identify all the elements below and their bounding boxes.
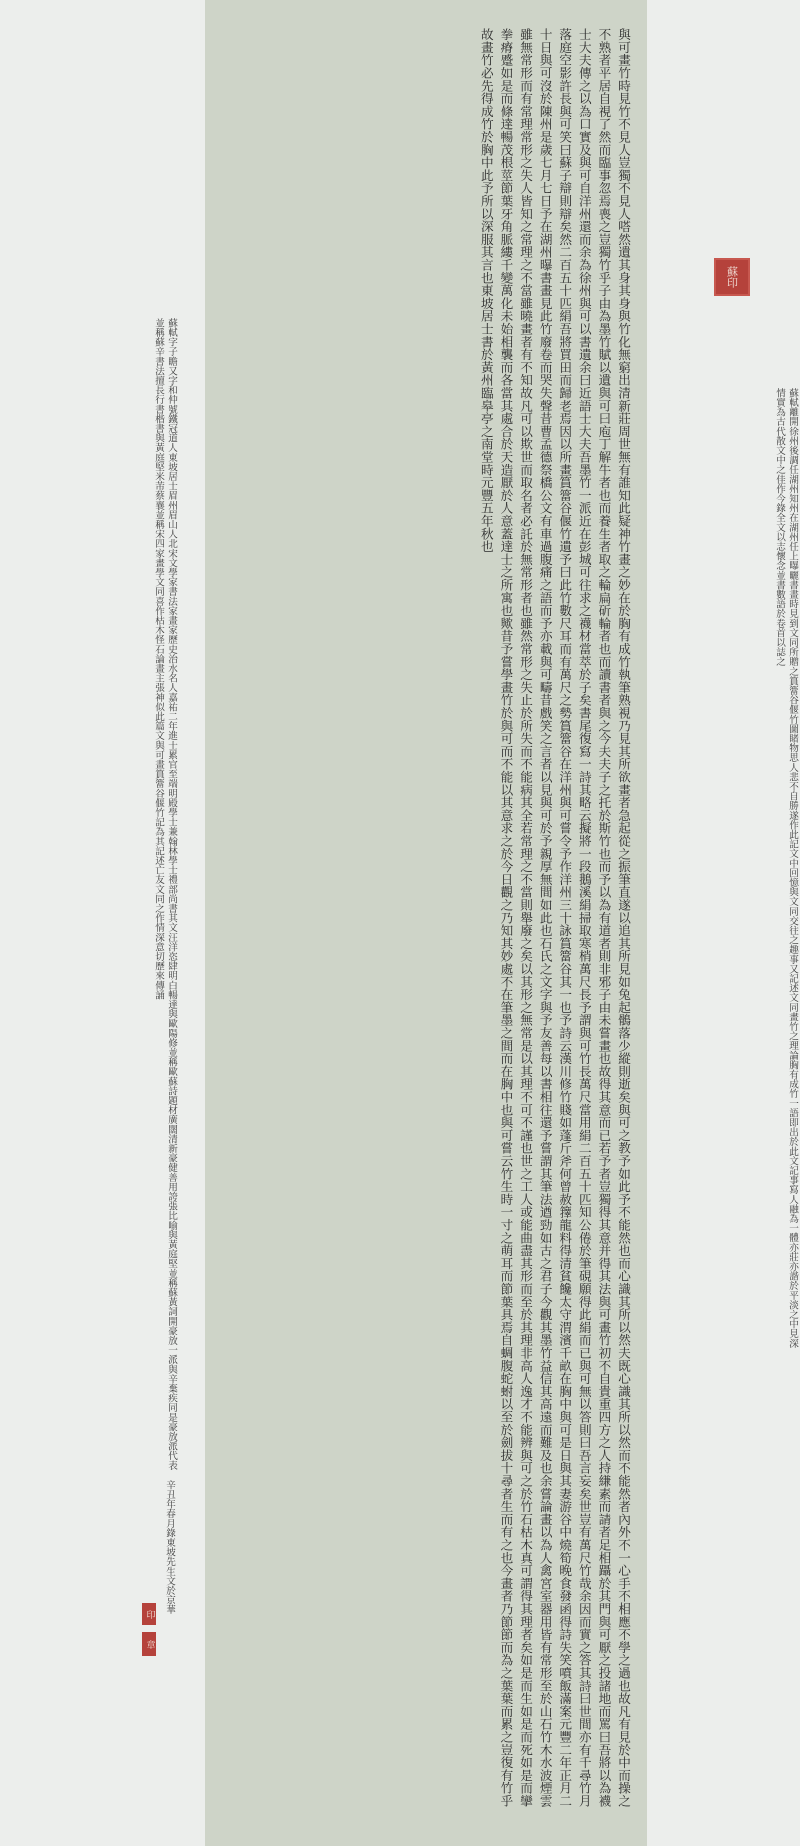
main-calligraphy-panel [205,0,647,1846]
left-seal-bottom-text: 章 [144,1639,155,1649]
main-calligraphy-text: 與可畫竹時見竹不見人豈獨不見人嗒然遺其身其身與竹化無窮出清新莊周世無有誰知此疑神竹畫之妙在於胸有成竹執筆熟視乃見其所欲畫者急起從之振筆直遂以追其所見如兔起鶻落少縱則逝矣與可之教予如此予不能然也而心識其所以然夫既心識其所以然而不能然者內外不一心手不相應不學之過也故凡有見於中而操之不熟者平居自視了然而臨事忽焉喪之豈獨竹乎子由為墨竹賦以遺與可曰庖丁解牛者也而養生者取之輪扁斫輪者也而讀書者與之今夫夫子之托於斯竹也而予以為有道者則非邪子由未嘗畫也故得其意而已若予者豈獨得其意并得其法與可畫竹初不自貴重四方之人持縑素而請者足相躡於其門與可厭之投諸地而罵曰吾將以為襪士大夫傳之以為口實及與可自洋州還而余為徐州與可以書遺余曰近語士大夫吾墨竹一派近在彭城可往求之襪材當萃於子矣書尾復寫一詩其略云擬將一段鵝溪絹掃取寒梢萬尺長予謂與可竹長萬尺當用絹二百五十匹知公倦於筆硯願得此絹而已與可無以答則曰吾言妄矣世豈有萬尺竹哉余因而實之答其詩曰世間亦有千尋竹月落庭空影許長與可笑曰蘇子辯則辯矣然二百五十匹絹吾將買田而歸老焉因以所畫篔簹谷偃竹遺予曰此竹數尺耳而有萬尺之勢篔簹谷在洋州與可嘗令予作洋州三十詠篔簹谷其一也予詩云漢川修竹賤如蓬斤斧何曾赦籜龍料得清貧饞太守渭濱千畝在胸中與可是日與其妻游谷中燒筍晚食發函得詩失笑噴飯滿案元豐二年正月二十日與可沒於陳州是歲七月七日予在湖州曝書畫見此竹廢卷而哭失聲昔曹孟德祭橋公文有車過腹痛之語而予亦載與可疇昔戲笑之言者以見與可於予親厚無間如此也石氏之文字與予友善每以書相往還予嘗謂其筆法遒勁如古之君子今觀其墨竹益信其高遠而難及也余嘗論畫以為人禽宮室器用皆有常形至於山石竹木水波煙雲雖無常形而有常理常形之失人皆知之常理之不當雖曉畫者有不知故凡可以欺世而取名者必託於無常形者也雖然常形之失止於所失而不能病其全若常理之不當則舉廢之矣以其形之無常是以其理不可不謹也世之工人或能曲盡其形而至於其理非高人逸才不能辨與可之於竹石枯木真可謂得其理者矣如是而生如是而死如是而攣拳瘠蹙如是而條達暢茂根莖節葉牙角脈縷千變萬化未始相襲而各當其處合於天造厭於人意蓋達士之所寓也歟昔予嘗學畫竹於與可而不能以其意求之於今日觀之乃知其妙處不在筆墨之間而在胸中也與可嘗云竹生時一寸之萌耳而節葉具焉自蜩腹蛇蚹以至於劍拔十尋者生而有之也今畫者乃節節而為之葉葉而累之豈復有竹乎故畫竹必先得成竹於胸中此予所以深服其言也東坡居士書於黃州臨皋亭之南堂時元豐五年秋也 [478,28,631,1808]
left-seal-top [142,1603,156,1625]
left-seal-top-text: 印 [144,1609,155,1619]
right-seal [714,258,750,296]
right-colophon-panel [647,0,800,1846]
left-colophon-text: 蘇軾字子瞻又字和仲號鐵冠道人東坡居士眉州眉山人北宋文學家書法家畫家歷史治水名人嘉祐二年進士累官至端明殿學士兼翰林學士禮部尚書其文汪洋恣肆明白暢達與歐陽修並稱歐蘇詩題材廣闊清新豪健善用誇張比喻與黃庭堅並稱蘇黃詞開豪放一派與辛棄疾同是豪放派代表並稱蘇辛書法擅長行書楷書與黃庭堅米芾蔡襄並稱宋四家畫學文同喜作枯木怪石論畫主張神似此篇文與可畫篔簹谷偃竹記為其記述亡友文同之作情深意切歷來傳誦 [153,318,177,1470]
left-seal-bottom [142,1632,156,1656]
right-colophon-text: 蘇軾離開徐州後調任湖州知州在湖州任上曝曬書畫時見到文同所贈之篔簹谷偃竹圖睹物思人悲不自勝遂作此記文中回憶與文同交往之趣事又記述文同畫竹之理論胸有成竹一語即出於此文記事寫人融為一體亦莊亦諧於平淡之中見深情實為古代散文中之佳作今錄全文以志懷念並書數語於卷首以誌之 [774,388,798,1348]
left-signature: 辛丑年春月錄東坡先生文於京華 [164,1480,175,1615]
right-seal-text: 蘇印 [725,266,739,288]
left-colophon-panel [0,0,205,1846]
